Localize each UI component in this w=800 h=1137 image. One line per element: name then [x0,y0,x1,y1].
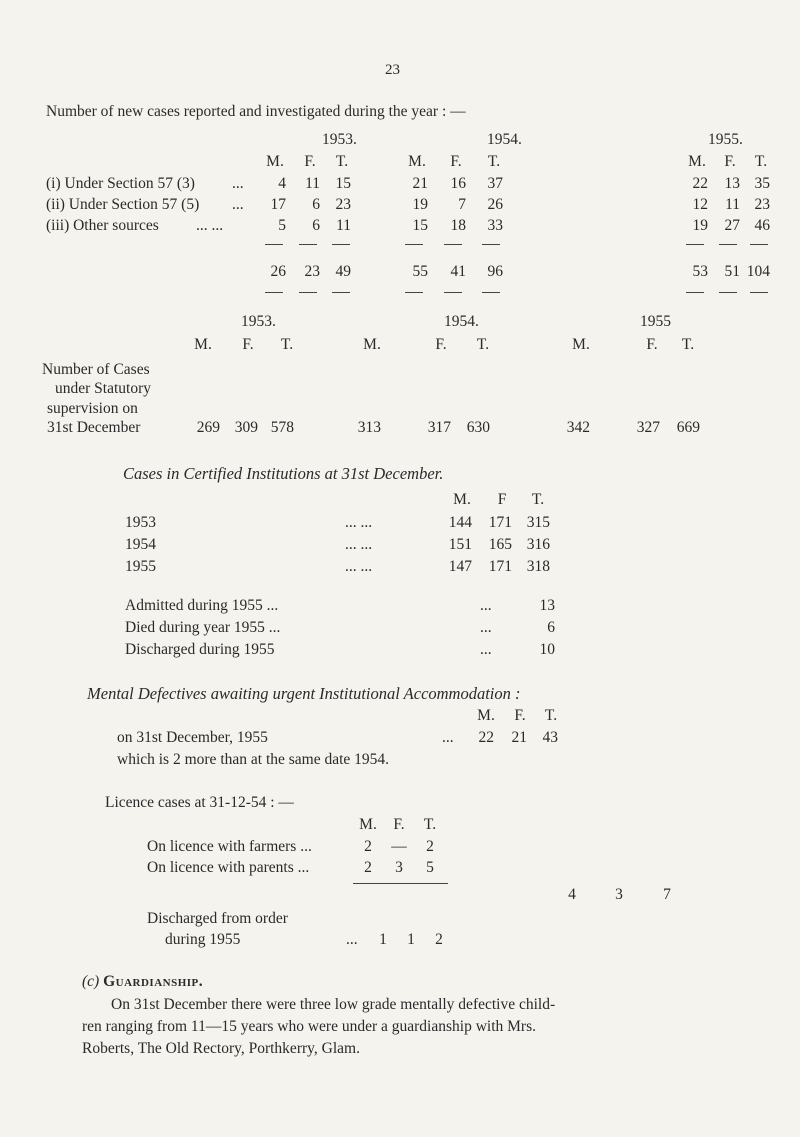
table1-cell: 6 [312,217,320,234]
licence-header-t: T. [423,816,437,833]
table3-cell: 315 [526,514,550,531]
table2-cell: 269 [196,419,220,436]
table1-title: Number of new cases reported and investigated during the year : — [46,103,466,120]
licence-row-label: On licence with farmers ... [147,838,312,855]
table1-row-dots: ... [232,175,244,192]
page-number: 23 [385,62,400,78]
table3-cell: 171 [488,558,512,575]
table2-label-line: Number of Cases [42,361,150,378]
table1-year-1953: 1953. [322,131,357,148]
table2-cell: 327 [636,419,660,436]
licence-header-f: F. [393,816,405,833]
table1-year-1955: 1955. [708,131,743,148]
table3-title: Cases in Certified Institutions at 31st December. [123,464,444,483]
table2-cell: 578 [270,419,294,436]
table1-year-1954: 1954. [487,131,522,148]
table3-event-dots: ... [480,619,492,636]
table3-cell: 165 [488,536,512,553]
table2-cell: 669 [676,419,700,436]
table1-cell: 4 [278,175,286,192]
table1-cell: 7 [458,196,466,213]
table1-header-t-1955: T. [754,153,768,170]
table3-header-m: M. [453,491,471,508]
licence-discharged-label-2: during 1955 [165,931,241,948]
licence-row-label: On licence with parents ... [147,859,310,876]
table2-header-f-1955: F. [646,336,658,353]
guardianship-text-line: On 31st December there were three low grade mentally defective child- [111,996,556,1013]
table1-row-label: (iii) Other sources [46,217,159,234]
table1-row-label: (ii) Under Section 57 (5) [46,196,200,213]
table1-total: 55 [412,263,428,280]
mental-row-label: on 31st December, 1955 [117,729,268,746]
licence-discharged-f: 1 [407,931,415,948]
table1-header-m-1955: M. [688,153,706,170]
table2-label-line: supervision on [47,400,138,417]
table2-label-line: under Statutory [55,380,151,397]
table1-row-dots: ... ... [196,217,224,234]
table1-cell: 16 [450,175,466,192]
table1-cell: 22 [692,175,708,192]
table2-year-1954: 1954. [444,313,479,330]
mental-header-t: T. [544,707,558,724]
licence-total-f: 3 [615,886,623,903]
guardianship-heading-prefix: (c) [82,973,100,990]
table2-cell: 630 [466,419,490,436]
table3-cell: 151 [448,536,472,553]
table2-header-m-1954: M. [363,336,381,353]
table3-dots: ... ... [345,558,373,575]
licence-total-t: 7 [663,886,671,903]
table1-total: 23 [304,263,320,280]
licence-cell: 5 [426,859,434,876]
table1-cell: 33 [487,217,503,234]
mental-note: which is 2 more than at the same date 1954. [117,751,390,768]
licence-discharged-m: 1 [379,931,387,948]
table1-cell: 11 [336,217,351,234]
table2-header-m-1953: M. [194,336,212,353]
table1-cell: 11 [725,196,740,213]
table1-total: 104 [746,263,770,280]
licence-cell: — [391,838,407,855]
table1-cell: 46 [754,217,770,234]
table1-header-m-1953: M. [266,153,284,170]
table3-dots: ... ... [345,536,373,553]
table3-event-value: 13 [539,597,555,614]
table2-year-1955: 1955 [640,313,671,330]
table1-cell: 26 [487,196,503,213]
table1-cell: 23 [754,196,770,213]
table3-event-dots: ... [480,641,492,658]
table1-cell: 12 [692,196,708,213]
table1-cell: 5 [278,217,286,234]
table1-cell: 37 [487,175,503,192]
table3-cell: 171 [488,514,512,531]
table2-header-t-1953: T. [280,336,294,353]
table1-total: 41 [450,263,466,280]
table3-year: 1954 [125,536,156,553]
mental-cell-t: 43 [542,729,558,746]
table1-total: 26 [270,263,286,280]
table1-header-t-1953: T. [335,153,349,170]
table1-cell: 27 [724,217,740,234]
table3-event-value: 10 [539,641,555,658]
guardianship-text-line: ren ranging from 11—15 years who were under a guardianship with Mrs. [82,1018,536,1035]
table3-event-label: Died during year 1955 ... [125,619,281,636]
table3-header-f: F [497,491,507,508]
licence-cell: 2 [364,859,372,876]
table1-total: 53 [692,263,708,280]
mental-cell-f: 21 [511,729,527,746]
table1-cell: 11 [305,175,320,192]
licence-discharged-t: 2 [435,931,443,948]
table1-cell: 6 [312,196,320,213]
table1-header-m-1954: M. [408,153,426,170]
guardianship-text-line: Roberts, The Old Rectory, Porthkerry, Glam. [82,1040,360,1057]
mental-header-m: M. [477,707,495,724]
table3-event-label: Discharged during 1955 [125,641,275,658]
table2-header-t-1954: T. [476,336,490,353]
table1-header-t-1954: T. [487,153,501,170]
table1-cell: 15 [412,217,428,234]
licence-discharged-label-1: Discharged from order [147,910,288,927]
table3-event-value: 6 [547,619,555,636]
table1-cell: 35 [754,175,770,192]
table2-header-m-1955: M. [572,336,590,353]
licence-discharged-dots: ... [346,931,358,948]
table1-header-f-1953: F. [304,153,316,170]
table1-cell: 17 [270,196,286,213]
mental-cell-m: 22 [478,729,494,746]
table3-cell: 147 [448,558,472,575]
table3-cell: 318 [526,558,550,575]
table3-event-label: Admitted during 1955 ... [125,597,279,614]
table3-cell: 316 [526,536,550,553]
table1-cell: 23 [335,196,351,213]
table1-row-label: (i) Under Section 57 (3) [46,175,195,192]
table1-cell: 19 [412,196,428,213]
table2-label-line: 31st December [47,419,141,436]
table3-cell: 144 [448,514,472,531]
table1-total: 49 [335,263,351,280]
table1-header-f-1954: F. [450,153,462,170]
licence-cell: 3 [395,859,403,876]
table2-year-1953: 1953. [241,313,276,330]
guardianship-heading-text: Guardianship. [103,973,204,990]
table1-cell: 15 [335,175,351,192]
table2-header-f-1954: F. [435,336,447,353]
mental-dots: ... [442,729,454,746]
table1-cell: 21 [412,175,428,192]
table3-year: 1955 [125,558,156,575]
table1-cell: 18 [450,217,466,234]
mental-header-f: F. [514,707,526,724]
table3-header-t: T. [531,491,545,508]
table3-dots: ... ... [345,514,373,531]
licence-header-m: M. [359,816,377,833]
licence-cell: 2 [364,838,372,855]
table1-row-dots: ... [232,196,244,213]
table3-event-dots: ... [480,597,492,614]
table3-year: 1953 [125,514,156,531]
table1-total: 96 [487,263,503,280]
table2-cell: 342 [566,419,590,436]
licence-total-m: 4 [568,886,576,903]
table2-cell: 309 [234,419,258,436]
table1-header-f-1955: F. [724,153,736,170]
licence-subtotal-rule [353,883,448,884]
table2-cell: 317 [427,419,451,436]
table1-cell: 19 [692,217,708,234]
guardianship-heading [82,973,203,991]
licence-cell: 2 [426,838,434,855]
table2-header-t-1955: T. [681,336,695,353]
table1-cell: 13 [724,175,740,192]
table2-cell: 313 [357,419,381,436]
table2-header-f-1953: F. [242,336,254,353]
table1-total: 51 [724,263,740,280]
mental-title: Mental Defectives awaiting urgent Institutional Accommodation : [87,684,521,703]
licence-title: Licence cases at 31-12-54 : — [105,794,294,811]
